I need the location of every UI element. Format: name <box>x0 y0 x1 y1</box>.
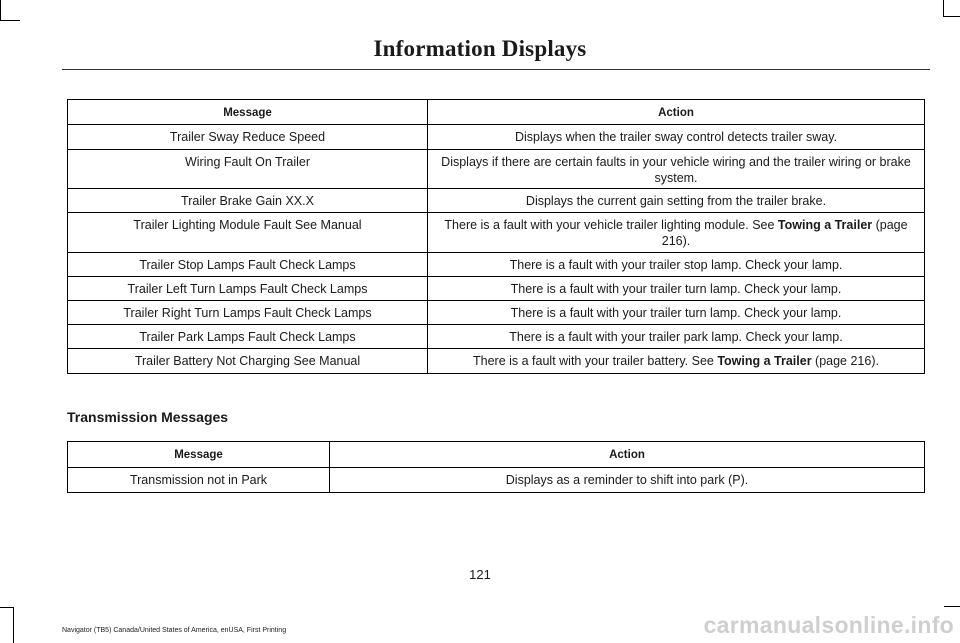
page-title: Information Displays <box>373 36 587 61</box>
column-header-message: Message <box>68 442 330 468</box>
action-cell <box>428 125 925 150</box>
message-cell: Trailer Park Lamps Fault Check Lamps <box>68 325 428 349</box>
column-header-action: Action <box>428 100 925 125</box>
cross-reference-link[interactable]: Towing a Trailer <box>777 218 873 232</box>
action-text: There is a fault with your trailer turn lamp. Check your lamp. <box>510 282 842 296</box>
message-cell: Trailer Right Turn Lamps Fault Check Lamps <box>68 301 428 325</box>
message-cell: Trailer Left Turn Lamps Fault Check Lamps <box>68 277 428 301</box>
action-cell <box>428 301 925 325</box>
table-row <box>68 150 925 189</box>
page-reference: (page 216). <box>661 218 908 248</box>
transmission-messages-table <box>67 441 925 493</box>
action-text: There is a fault with your trailer turn lamp. Check your lamp. <box>510 306 842 320</box>
footer-text: Navigator (TB5) Canada/United States of America, enUSA, First Printing <box>62 627 287 634</box>
message-cell: Transmission not in Park <box>68 468 330 493</box>
crop-mark <box>13 608 14 643</box>
column-header-action: Action <box>330 442 925 468</box>
table-header-row <box>68 442 925 468</box>
action-cell <box>428 150 925 189</box>
crop-mark <box>943 16 960 17</box>
table-row <box>68 468 925 493</box>
table-row <box>68 189 925 213</box>
table-row <box>68 301 925 325</box>
watermark-logo: carmanualsonline.info <box>703 612 954 638</box>
crop-mark <box>943 0 944 16</box>
action-cell <box>428 253 925 277</box>
action-text: Displays the current gain setting from the trailer brake. <box>525 194 827 208</box>
message-cell: Trailer Lighting Module Fault See Manual <box>68 213 428 253</box>
action-cell <box>428 325 925 349</box>
table-row <box>68 349 925 374</box>
action-cell <box>428 349 925 374</box>
message-cell: Trailer Stop Lamps Fault Check Lamps <box>68 253 428 277</box>
page-reference: (page 216). <box>811 354 879 368</box>
action-cell <box>428 213 925 253</box>
action-text: There is a fault with your trailer battery. See <box>473 354 718 368</box>
message-cell: Wiring Fault On Trailer <box>68 150 428 189</box>
table-row <box>68 253 925 277</box>
action-text: There is a fault with your trailer stop lamp. Check your lamp. <box>509 258 843 272</box>
message-cell: Trailer Brake Gain XX.X <box>68 189 428 213</box>
table-header-row <box>68 100 925 125</box>
action-cell: Displays as a reminder to shift into park (P). <box>330 468 925 493</box>
crop-mark <box>0 0 1 20</box>
action-text: There is a fault with your vehicle trailer lighting module. See <box>444 218 778 232</box>
action-text: Displays if there are certain faults in your vehicle wiring and the trailer wiring or brake system. <box>441 155 911 185</box>
title-divider <box>62 69 930 70</box>
column-header-message: Message <box>68 100 428 125</box>
action-cell <box>428 277 925 301</box>
message-cell: Trailer Battery Not Charging See Manual <box>68 349 428 374</box>
message-cell: Trailer Sway Reduce Speed <box>68 125 428 150</box>
crop-mark <box>0 20 20 21</box>
cross-reference-link[interactable]: Towing a Trailer <box>717 354 812 368</box>
table-row <box>68 213 925 253</box>
table-row <box>68 277 925 301</box>
action-text: There is a fault with your trailer park lamp. Check your lamp. <box>509 330 843 344</box>
crop-mark <box>944 606 960 607</box>
action-cell <box>428 189 925 213</box>
page-number: 121 <box>469 567 491 582</box>
crop-mark <box>0 607 14 608</box>
trailer-messages-table <box>67 99 925 374</box>
table-row <box>68 125 925 150</box>
action-text: Displays when the trailer sway control detects trailer sway. <box>514 130 838 144</box>
table-row <box>68 325 925 349</box>
section-heading: Transmission Messages <box>67 409 229 425</box>
